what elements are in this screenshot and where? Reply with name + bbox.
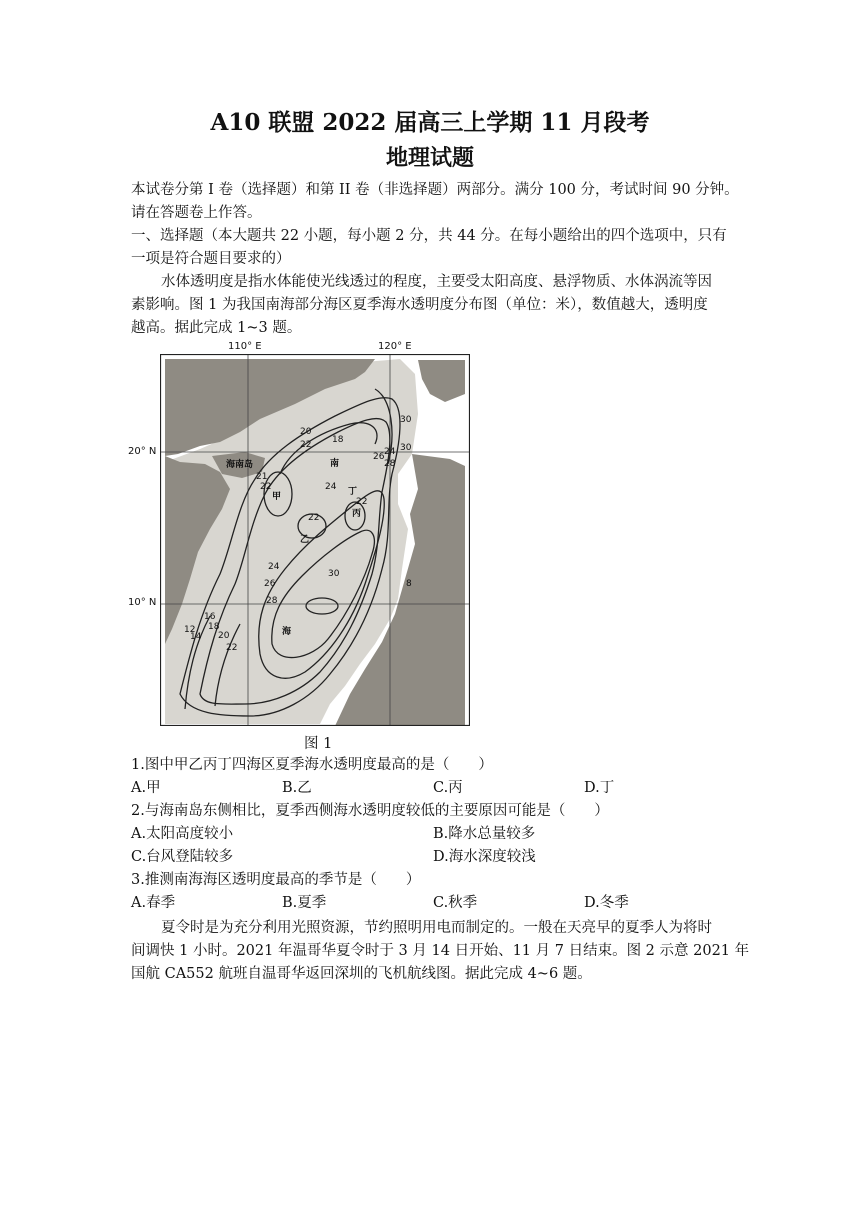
- transparency-map: [160, 354, 470, 726]
- passage2-line-2: 间调快 1 小时。2021 年温哥华夏令时于 3 月 14 日开始、11 月 7 日结束。图 2 示意 2021 年: [131, 943, 750, 959]
- passage2-line-1: 夏令时是为充分利用光照资源，节约照明用电而制定的。一般在天亮早的夏季人为将时: [161, 920, 712, 936]
- lat-label-20: 20° N: [128, 446, 157, 457]
- passage1-line-1: 水体透明度是指水体能使光线透过的程度，主要受太阳高度、悬浮物质、水体涡流等因: [161, 274, 712, 290]
- label-ding: 丁: [348, 487, 358, 497]
- intro-line-3: 一、选择题（本大题共 22 小题，每小题 2 分，共 44 分。在每小题给出的四个选项中，只有: [131, 228, 727, 244]
- label-bing: 丙: [352, 509, 362, 519]
- contour-label: 14: [190, 632, 202, 642]
- q1-option-a[interactable]: A.甲: [131, 780, 161, 796]
- lon-label-110-outer: 110° E: [228, 341, 262, 352]
- q3-option-d[interactable]: D.冬季: [584, 895, 629, 911]
- contour-label: 20: [300, 427, 312, 437]
- contour-label: 20: [218, 631, 230, 641]
- label-hainan: 海南岛: [226, 460, 254, 470]
- q3-option-c[interactable]: C.秋季: [433, 895, 478, 911]
- passage2-line-3: 国航 CA552 航班自温哥华返回深圳的飞机航线图。据此完成 4~6 题。: [131, 966, 592, 982]
- contour-label: 24: [268, 562, 280, 572]
- contour-label: 22: [356, 497, 368, 507]
- contour-label: 22: [300, 440, 312, 450]
- contour-label: 24: [325, 482, 337, 492]
- contour-label: 22: [226, 643, 238, 653]
- lat-label-10: 10° N: [128, 597, 157, 608]
- label-yi: 乙: [300, 535, 310, 545]
- contour-label: 18: [332, 435, 344, 445]
- q2-option-c[interactable]: C.台风登陆较多: [131, 849, 234, 865]
- contour-label: 28: [384, 459, 396, 469]
- exam-subtitle: 地理试题: [385, 145, 474, 171]
- q1-option-b[interactable]: B.乙: [282, 780, 312, 796]
- contour-label: 30: [400, 415, 412, 425]
- q2-option-d[interactable]: D.海水深度较浅: [433, 849, 536, 865]
- figure-caption: 图 1: [304, 736, 333, 752]
- contour-label: 22: [308, 513, 320, 523]
- intro-line-1: 本试卷分第 I 卷（选择题）和第 II 卷（非选择题）两部分。满分 100 分，考试时间 90 分钟。: [131, 182, 739, 198]
- q2-option-b[interactable]: B.降水总量较多: [433, 826, 536, 842]
- question-2-stem: 2.与海南岛东侧相比，夏季西侧海水透明度较低的主要原因可能是（ ）: [131, 803, 609, 819]
- q3-option-b[interactable]: B.夏季: [282, 895, 327, 911]
- intro-line-2: 请在答题卷上作答。: [131, 205, 262, 221]
- q3-option-a[interactable]: A.春季: [131, 895, 176, 911]
- lon-label-120-outer: 120° E: [378, 341, 412, 352]
- question-1-stem: 1.图中甲乙丙丁四海区夏季海水透明度最高的是（ ）: [131, 757, 493, 773]
- contour-label: 22: [260, 482, 272, 492]
- passage1-line-2: 素影响。图 1 为我国南海部分海区夏季海水透明度分布图（单位：米），数值越大，透明度: [131, 297, 708, 313]
- contour-label: 30: [400, 443, 412, 453]
- contour-label: 8: [406, 579, 412, 589]
- contour-label: 30: [328, 569, 340, 579]
- label-jia: 甲: [272, 492, 282, 502]
- passage1-line-3: 越高。据此完成 1~3 题。: [131, 320, 302, 336]
- label-hai: 海: [282, 627, 292, 637]
- contour-label: 26: [373, 452, 385, 462]
- contour-label: 24: [384, 447, 396, 457]
- contour-label: 18: [208, 622, 220, 632]
- contour-label: 21: [256, 472, 268, 482]
- contour-label: 16: [204, 612, 216, 622]
- contour-label: 26: [264, 579, 276, 589]
- question-3-stem: 3.推测南海海区透明度最高的季节是（ ）: [131, 872, 421, 888]
- label-nan: 南: [330, 459, 340, 469]
- q1-option-d[interactable]: D.丁: [584, 780, 615, 796]
- q1-option-c[interactable]: C.丙: [433, 780, 463, 796]
- q2-option-a[interactable]: A.太阳高度较小: [131, 826, 234, 842]
- contour-label: 28: [266, 596, 278, 606]
- intro-line-4: 一项是符合题目要求的）: [131, 251, 291, 267]
- exam-title: A10 联盟 2022 届高三上学期 11 月段考: [210, 109, 650, 136]
- contour-label: 12: [184, 625, 196, 635]
